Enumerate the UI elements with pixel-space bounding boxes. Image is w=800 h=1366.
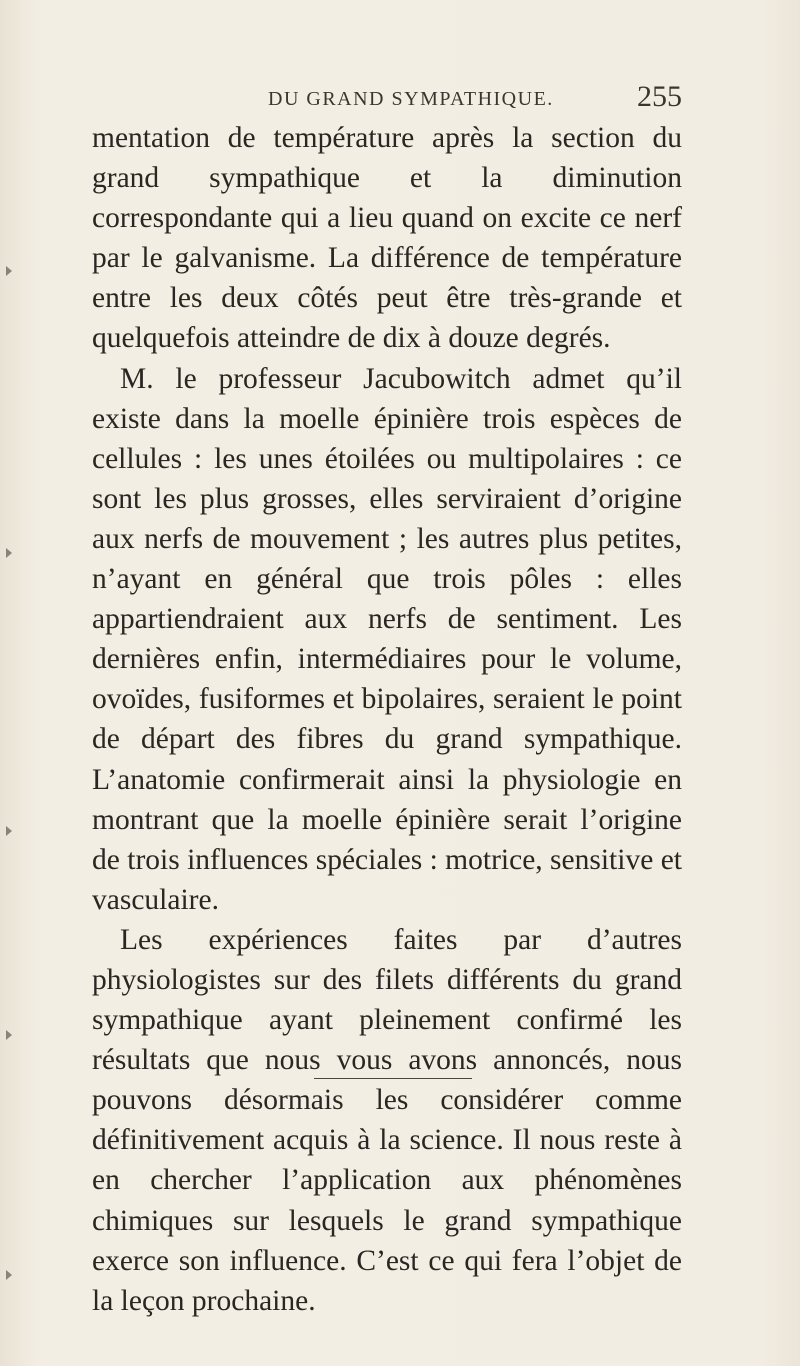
running-title: DU GRAND SYMPATHIQUE.	[268, 88, 554, 110]
margin-mark-icon	[6, 266, 12, 276]
body-text	[92, 118, 682, 1321]
paragraph: mentation de température après la section du grand sympathique et la diminution correspondante qui a lieu quand on excite ce nerf par le galvanisme. La différence de température entre les deux côtés peut être très-grande et quelquefois atteindre de dix à douze degrés.	[92, 122, 682, 355]
paragraph: Les expériences faites par d’autres physiologistes sur des filets différents du grand sympathique ayant pleinement confirmé les résultats que nous vous avons annoncés, nous pouvons désormais les considérer comme définitivement acquis à la science. Il nous reste à en chercher l’application aux phénomènes chimiques sur lesquels le grand sympathique exerce son influence. C’est ce qui fera l’objet de la leçon prochaine.	[92, 923, 682, 1317]
margin-mark-icon	[6, 826, 12, 836]
page-header	[92, 80, 682, 120]
margin-mark-icon	[6, 1030, 12, 1040]
margin-mark-icon	[6, 1270, 12, 1280]
end-rule	[314, 1078, 472, 1079]
page-number: 255	[637, 80, 682, 113]
paragraph: M. le professeur Jacubowitch admet qu’il existe dans la moelle épinière trois espèces de cellules : les unes étoilées ou multipolaires : ce sont les plus grosses, elles serviraient d’origine aux nerfs de mouvement ; les autres plus petites, n’ayant en général que trois pôles : elles appartiendraient aux nerfs de sentiment. Les dernières enfin, intermédiaires pour le volume, ovoïdes, fusiformes et bipolaires, seraient le point de départ des fibres du grand sympathique. L’anatomie confirmerait ainsi la physiologie en montrant que la moelle épinière serait l’origine de trois influences spéciales : motrice, sensitive et vasculaire.	[92, 362, 682, 916]
margin-mark-icon	[6, 548, 12, 558]
